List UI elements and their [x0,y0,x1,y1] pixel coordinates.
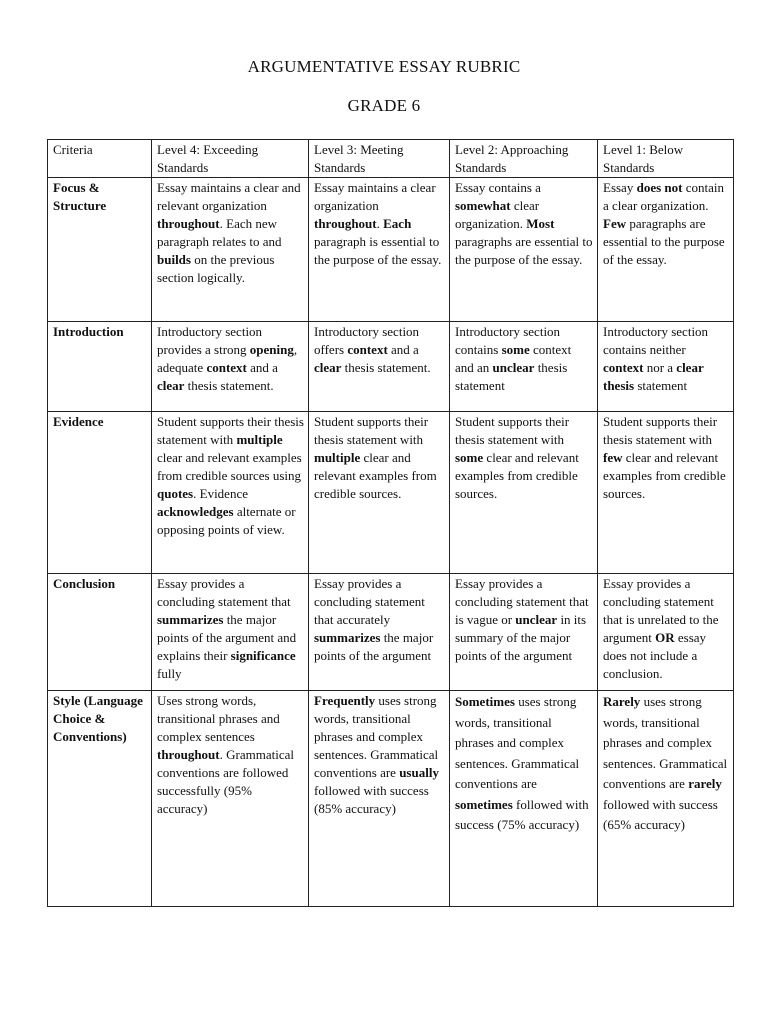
emphasis-text: Few [603,216,627,231]
criterion-cell: Evidence [48,412,152,574]
cell-text [157,413,304,539]
body-text: Introductory section provides a strong [157,324,263,357]
cell-text [455,575,593,665]
cell-text [157,692,304,818]
cell-text [455,413,593,503]
body-text: . Evidence [193,486,248,501]
cell-text [603,179,729,269]
level-2-cell [450,178,598,322]
body-text: clear and relevant examples from credible sources. [455,450,579,501]
body-text: Student supports their thesis statement with [455,414,570,447]
level-4-cell [152,322,309,412]
body-text: and a [246,360,278,375]
level-4-cell [152,178,309,322]
table-row [48,412,734,574]
body-text: Uses strong words, transitional phrases and complex sentences [157,693,280,744]
emphasis-text: clear [157,378,185,393]
cell-text [603,575,729,683]
level-1-cell [598,178,734,322]
body-text: Essay provides a concluding statement that accurately [314,576,425,627]
cell-text [157,179,304,287]
cell-text [157,575,304,683]
emphasis-text: summarizes [314,630,381,645]
table-row [48,574,734,691]
emphasis-text: acknowledges [157,504,234,519]
level-1-cell [598,322,734,412]
body-text: contain a clear organization. [603,180,724,213]
body-text: uses strong words, transitional phrases and complex sentences. Grammatical conventions are [314,693,439,780]
body-text: Student supports their thesis statement with [314,414,429,447]
body-text: alternate or opposing points of view. [157,504,296,537]
emphasis-text: Frequently [314,693,376,708]
body-text: Student supports their thesis statement with [157,414,304,447]
body-text: clear and relevant examples from credible sources using [157,450,302,483]
cell-text [455,323,593,395]
level-2-cell [450,574,598,691]
criterion-cell: Focus & Structure [48,178,152,322]
emphasis-text: throughout [314,216,377,231]
cell-text [603,413,729,503]
cell-text [157,323,304,395]
level-3-cell [309,178,450,322]
emphasis-text: builds [157,252,191,267]
emphasis-text: Most [526,216,555,231]
body-text: thesis statement [455,360,568,393]
body-text: Essay maintains a clear and relevant organization [157,180,301,213]
emphasis-text: opening [249,342,294,357]
emphasis-text: sometimes [455,796,513,812]
body-text: Introductory section offers [314,324,420,357]
table-row [48,322,734,412]
cell-text [314,413,445,503]
header-level-1: Level 1: Below Standards [598,140,734,178]
cell-text [455,692,593,836]
emphasis-text: clear thesis [603,360,704,393]
body-text: context and an [455,342,572,375]
body-text: Essay [603,180,637,195]
body-text: statement [634,378,688,393]
body-text: followed with success (65% accuracy) [603,796,718,832]
emphasis-text: does not [636,180,683,195]
emphasis-text: clear [314,360,342,375]
body-text: followed with success (85% accuracy) [314,783,429,816]
document-title: ARGUMENTATIVE ESSAY RUBRIC [247,57,521,76]
header-level-3: Level 3: Meeting Standards [309,140,450,178]
body-text: Essay provides a concluding statement that is vague or [455,576,589,627]
body-text: Essay provides a concluding statement that is unrelated to the argument [603,576,719,645]
body-text: . Grammatical conventions are followed successfully (95% accuracy) [157,747,294,816]
cell-text [314,575,445,665]
level-4-cell [152,574,309,691]
body-text: thesis statement. [184,378,274,393]
emphasis-text: multiple [314,450,361,465]
emphasis-text: significance [230,648,296,663]
document-subtitle: GRADE 6 [347,96,421,115]
emphasis-text: summarizes [157,612,224,627]
body-text: clear and relevant examples from credible sources. [314,450,437,501]
emphasis-text: somewhat [455,198,511,213]
cell-text [314,323,445,377]
cell-text [603,323,729,395]
emphasis-text: quotes [157,486,194,501]
body-text: and a [387,342,419,357]
body-text: Introductory section contains neither [603,324,709,357]
body-text: uses strong words, transitional phrases and complex sentences. Grammatical conventions are [455,694,580,791]
body-text: uses strong words, transitional phrases and complex sentences. Grammatical conventions are [603,694,728,791]
level-2-cell [450,322,598,412]
emphasis-text: context [206,360,247,375]
emphasis-text: rarely [688,776,722,791]
body-text: paragraphs are essential to the purpose of the essay. [455,234,593,267]
body-text: essay does not include a conclusion. [603,630,707,681]
body-text: . Each new paragraph relates to and [157,216,282,249]
emphasis-text: unclear [515,612,558,627]
level-1-cell [598,691,734,907]
level-3-cell [309,322,450,412]
criterion-cell: Conclusion [48,574,152,691]
header-level-2: Level 2: Approaching Standards [450,140,598,178]
table-row [48,178,734,322]
body-text: clear and relevant examples from credible sources. [603,450,726,501]
criterion-cell: Introduction [48,322,152,412]
body-text: Essay maintains a clear organization [314,180,436,213]
body-text: thesis statement. [341,360,431,375]
rubric-table [47,139,734,907]
emphasis-text: usually [399,765,439,780]
body-text: Essay provides a concluding statement that [157,576,291,609]
header-row [48,140,734,178]
level-2-cell [450,412,598,574]
emphasis-text: throughout [157,216,220,231]
body-text: clear organization. [455,198,540,231]
body-text: Introductory section contains [455,324,561,357]
body-text: paragraph is essential to the purpose of the essay. [314,234,442,267]
body-text: . [376,216,384,231]
level-3-cell [309,574,450,691]
cell-text [314,179,445,269]
body-text: , adequate [157,342,298,375]
body-text: Student supports their thesis statement with [603,414,718,447]
cell-text [455,179,593,269]
level-1-cell [598,412,734,574]
emphasis-text: some [501,342,530,357]
emphasis-text: throughout [157,747,220,762]
emphasis-text: multiple [236,432,283,447]
emphasis-text: some [455,450,484,465]
body-text: paragraphs are essential to the purpose of the essay. [603,216,725,267]
body-text: Essay contains a [455,180,541,195]
body-text: fully [157,666,182,681]
body-text: the major points of the argument [314,630,434,663]
emphasis-text: Each [383,216,412,231]
body-text: the major points of the argument and explains their [157,612,297,663]
emphasis-text: Rarely [603,694,641,709]
level-3-cell [309,691,450,907]
cell-text [314,692,445,818]
level-3-cell [309,412,450,574]
criterion-cell: Style (Language Choice & Conventions) [48,691,152,907]
level-4-cell [152,691,309,907]
emphasis-text: unclear [492,360,535,375]
body-text: followed with success (75% accuracy) [455,796,589,832]
emphasis-text: OR [655,630,675,645]
emphasis-text: few [603,450,623,465]
level-1-cell [598,574,734,691]
header-level-4: Level 4: Exceeding Standards [152,140,309,178]
emphasis-text: context [603,360,644,375]
level-4-cell [152,412,309,574]
level-2-cell [450,691,598,907]
header-criteria: Criteria [48,140,152,178]
body-text: in its summary of the major points of the argument [455,612,587,663]
emphasis-text: Sometimes [455,694,515,709]
body-text: nor a [643,360,677,375]
table-row [48,691,734,907]
cell-text [603,692,729,836]
body-text: on the previous section logically. [157,252,275,285]
emphasis-text: context [347,342,388,357]
